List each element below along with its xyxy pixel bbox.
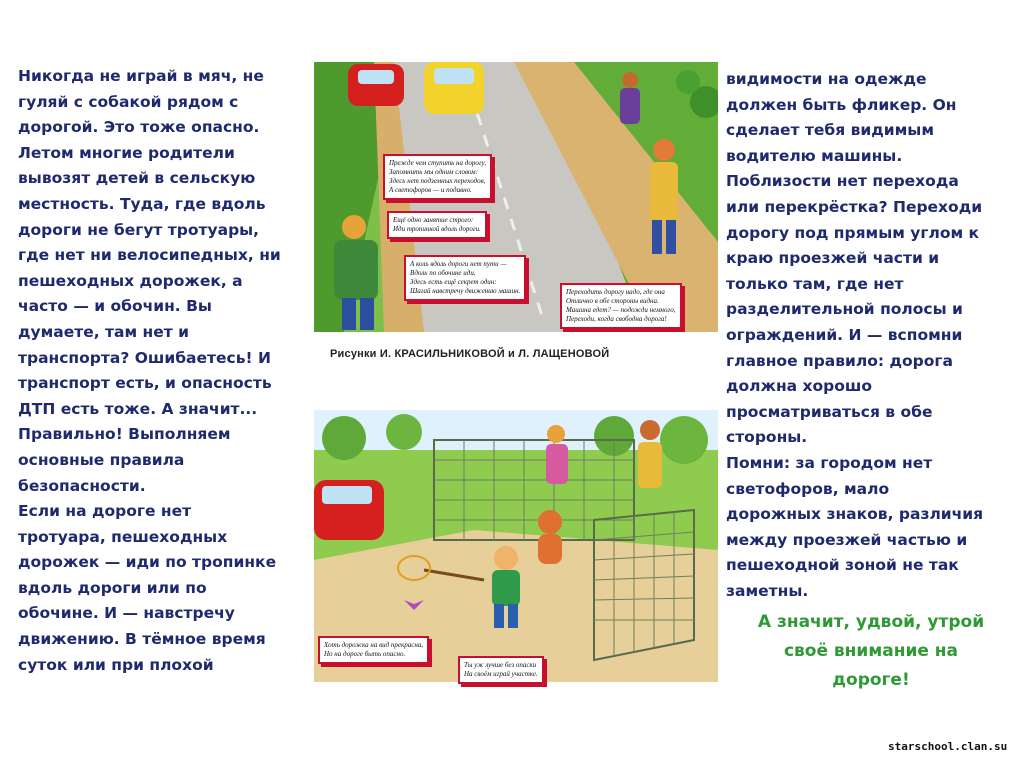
text-line: дорожек — иди по тропинке xyxy=(18,553,277,572)
text-line: дороги не бегут тротуары, xyxy=(18,220,260,239)
caption-line: Ещё одно занятие строго: xyxy=(393,216,474,224)
text-line: сделает тебя видимым xyxy=(726,121,934,140)
caption-line: Запомнить мы одним словом: xyxy=(389,168,478,176)
text-line: часто — и обочин. Вы xyxy=(18,297,212,316)
caption-line: А коль вдоль дороги нет пути — xyxy=(410,260,507,268)
illustration-credit: Рисунки И. КРАСИЛЬНИКОВОЙ и Л. ЛАЩЕНОВОЙ xyxy=(330,348,610,360)
caption-line: Ты уж лучше без опаски xyxy=(464,661,537,669)
caption-box xyxy=(458,656,544,684)
text-line: стороны. xyxy=(726,428,808,447)
text-line: между проезжей частью и xyxy=(726,530,968,549)
caption-box xyxy=(318,636,429,664)
text-line: или перекрёстка? Переходи xyxy=(726,197,983,216)
text-line: транспорта? Ошибаетесь! И xyxy=(18,348,271,367)
text-line: пешеходной зоной не так xyxy=(726,556,959,575)
text-line: Поблизости нет перехода xyxy=(726,172,959,191)
caption-line: Иди тропинкой вдоль дороги. xyxy=(393,225,481,233)
text-line: только там, где нет xyxy=(726,274,904,293)
highlight-line: дороге! xyxy=(832,670,910,690)
text-line: разделительной полосы и xyxy=(726,300,963,319)
text-line: ограждений. И — вспомни xyxy=(726,325,963,344)
text-line: должен быть фликер. Он xyxy=(726,95,957,114)
text-line: движению. В тёмное время xyxy=(18,630,266,649)
text-line: Летом многие родители xyxy=(18,143,235,162)
highlight-line: своё внимание на xyxy=(783,641,959,661)
caption-line: Машина едет? — подожди немного, xyxy=(566,306,676,314)
caption-box xyxy=(560,283,682,329)
site-watermark: starschool.clan.su xyxy=(888,740,1008,753)
text-line: Если на дороге нет xyxy=(18,502,192,521)
text-line: краю проезжей части и xyxy=(726,249,940,268)
caption-line: Прежде чем ступить на дорогу, xyxy=(389,159,487,167)
caption-line: Вдоль по обочине иди. xyxy=(410,269,476,277)
text-line: Никогда не играй в мяч, не xyxy=(18,67,264,85)
text-line: местность. Туда, где вдоль xyxy=(18,194,266,213)
text-line: дорогой. Это тоже опасно. xyxy=(18,118,260,137)
text-line: ДТП есть тоже. А значит... xyxy=(18,399,258,418)
caption-line: Переходить дорогу надо, где она xyxy=(566,288,665,296)
left-text-column xyxy=(18,64,308,678)
text-line: Помни: за городом нет xyxy=(726,453,933,472)
text-line: заметны. xyxy=(726,581,809,600)
caption-line: Здесь нет подземных переходов, xyxy=(389,177,486,185)
caption-line: Но на дороге быть опасно. xyxy=(324,650,406,658)
text-line: думаете, там нет и xyxy=(18,322,190,341)
text-line: основные правила xyxy=(18,450,185,469)
caption-line: На своём играй участке. xyxy=(464,670,538,678)
right-text-column xyxy=(726,67,1016,604)
text-line: гуляй с собакой рядом с xyxy=(18,92,239,111)
text-line: тротуара, пешеходных xyxy=(18,527,228,546)
text-line: обочине. И — навстречу xyxy=(18,604,235,623)
highlight-text xyxy=(726,608,1016,695)
text-line: просматриваться в обе xyxy=(726,402,933,421)
caption-box xyxy=(387,211,487,239)
text-line: безопасности. xyxy=(18,476,146,495)
caption-box xyxy=(383,154,492,200)
text-line: дорогу под прямым углом к xyxy=(726,223,980,242)
caption-line: А светофоров — и подавно. xyxy=(389,186,472,194)
text-line: светофоров, мало xyxy=(726,479,890,498)
text-line: вдоль дороги или по xyxy=(18,578,207,597)
caption-line: Отлично в обе стороны видна. xyxy=(566,297,659,305)
text-line: транспорт есть, и опасность xyxy=(18,374,272,393)
text-line: где нет ни велосипедных, ни xyxy=(18,246,281,265)
text-line: водителю машины. xyxy=(726,146,903,165)
caption-line: Переходи, когда свободна дорога! xyxy=(566,315,667,323)
caption-box xyxy=(404,255,526,301)
highlight-line: А значит, удвой, утрой xyxy=(757,612,985,632)
caption-line: Здесь есть ещё секрет один: xyxy=(410,278,497,286)
text-line: Правильно! Выполняем xyxy=(18,425,231,444)
caption-line: Шагай навстречу движению машин. xyxy=(410,287,521,295)
text-line: пешеходных дорожек, а xyxy=(18,271,243,290)
text-line: дорожных знаков, различия xyxy=(726,505,984,524)
text-line: вывозят детей в сельскую xyxy=(18,169,256,188)
caption-line: Хоть дорожка на вид прекрасна, xyxy=(324,641,424,649)
text-line: главное правило: дорога xyxy=(726,351,953,370)
text-line: должна хорошо xyxy=(726,377,873,396)
text-line: суток или при плохой xyxy=(18,655,214,674)
text-line: видимости на одежде xyxy=(726,70,927,88)
